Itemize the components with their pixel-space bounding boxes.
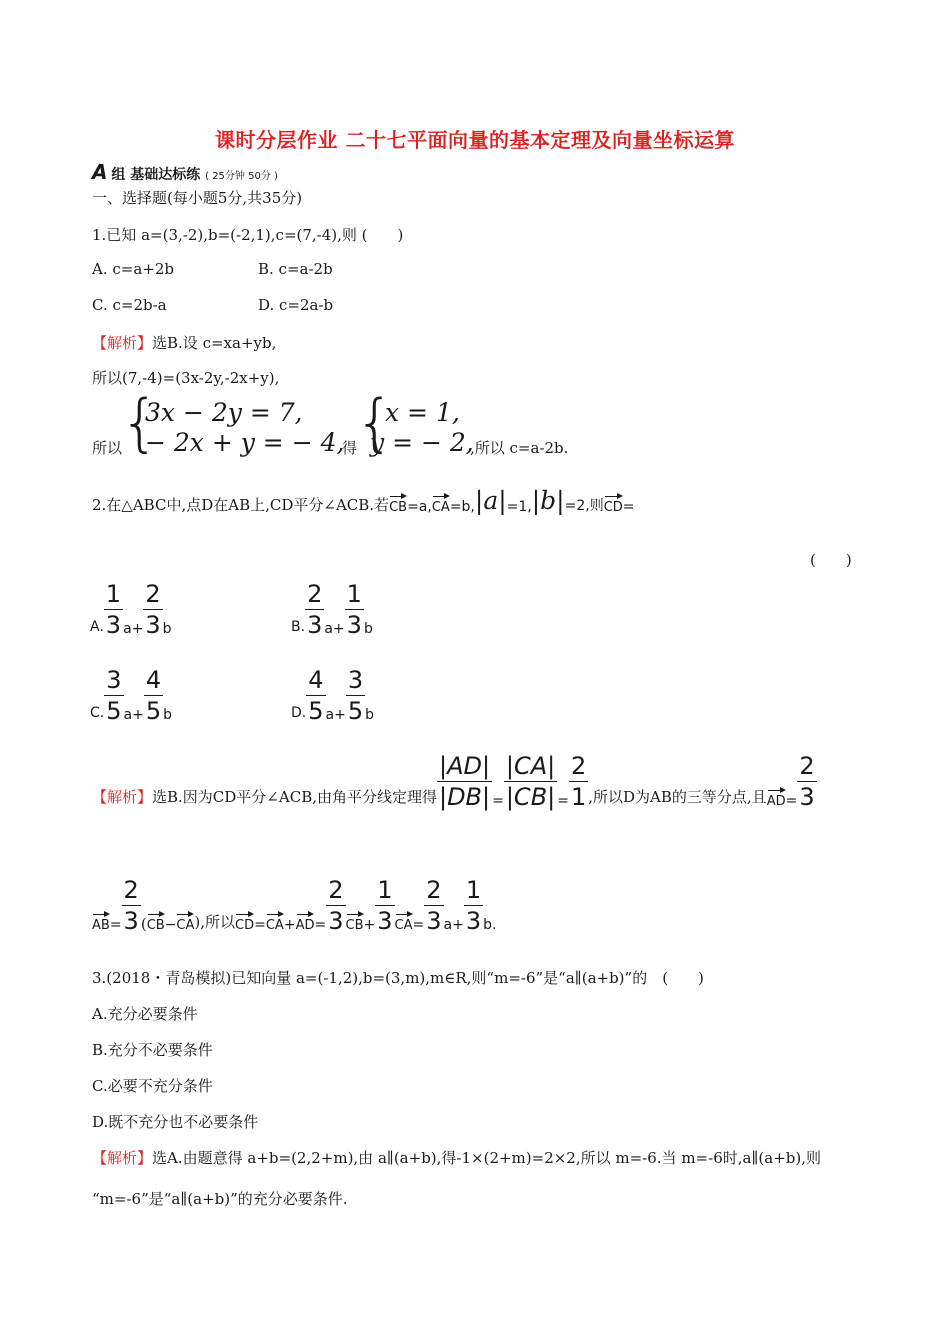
vector-b-end: b.	[483, 917, 497, 933]
paren-open: (	[140, 915, 147, 933]
fraction: $\frac{1}{3}$	[465, 876, 482, 935]
fraction: $\frac{1}{3}$	[346, 580, 362, 639]
q1-sol3-mid: 得	[342, 439, 358, 457]
q2-stem	[92, 486, 635, 515]
group-time: ( 25分钟 50分 )	[205, 171, 278, 182]
vector-ca: CA	[176, 911, 194, 933]
q2-solution-tag: 【解析】	[92, 788, 153, 806]
option-c-label: C.	[90, 705, 105, 721]
q1-option-b: B. c=a-2b	[258, 260, 333, 278]
q3-option-a: A.充分必要条件	[92, 1005, 198, 1023]
q2-option-c	[90, 668, 172, 723]
left-brace-2: {	[355, 386, 395, 459]
option-a-label: A.	[90, 619, 104, 635]
abs-a: |a|	[474, 486, 507, 515]
equals: =	[412, 917, 425, 933]
vector-ca: CA	[432, 493, 450, 515]
q3-sol1: 选A.由题意得 a+b=(2,2+m),由 a∥(a+b),得-1×(2+m)=2×2,所以 m=-6.当 m=-6时,a∥(a+b),则	[152, 1149, 821, 1167]
vector-cb: CB	[346, 911, 364, 933]
vector-cb: CB	[147, 911, 165, 933]
q1-stem: 1.已知 a=(3,-2),b=(-2,1),c=(7,-4),则 ( )	[92, 226, 404, 244]
vector-cd: CD	[604, 493, 623, 515]
fraction: $\frac{2}{1}$	[570, 752, 587, 811]
q3-option-b: B.充分不必要条件	[92, 1041, 213, 1059]
q1-sol3-post: ,所以 c=a-2b.	[470, 439, 569, 457]
equals: =	[492, 793, 504, 809]
q1-option-d: D. c=2a-b	[258, 296, 334, 314]
fraction: $\frac{|CA|}{|CB|}$	[505, 752, 556, 811]
fraction: $\frac{2}{3}$	[328, 876, 344, 935]
q3-solution-tag: 【解析】	[92, 1149, 153, 1167]
fraction: $\frac{3}{5}$	[106, 666, 122, 725]
q2-option-b	[291, 582, 373, 637]
q2-eq2: =2,则	[564, 498, 604, 514]
fraction: $\frac{4}{5}$	[145, 666, 162, 725]
q1-sol1: 选B.设 c=xa+yb,	[152, 334, 277, 352]
group-label: 组 基础达标练	[111, 167, 201, 183]
group-heading	[92, 160, 278, 184]
vector-ab: AB	[92, 911, 110, 933]
left-brace-1: {	[120, 386, 160, 459]
option-d-va: a+	[325, 707, 346, 723]
q1-eq1: 3x − 2y = 7,	[145, 398, 303, 427]
q2-stem-pre: 2.在△ABC中,点D在AB上,CD平分∠ACB.若	[92, 496, 390, 514]
abs-b: |b|	[531, 486, 565, 515]
vector-ad: AD	[296, 911, 315, 933]
option-c-vb: b	[163, 707, 172, 723]
equals: =	[557, 793, 569, 809]
vector-ca: CA	[395, 911, 413, 933]
vector-cd: CD	[235, 911, 254, 933]
vector-ad: AD	[767, 787, 786, 809]
option-a-vb: b	[162, 621, 172, 637]
fraction: $\frac{2}{3}$	[799, 752, 815, 811]
q1-option-c: C. c=2b-a	[92, 296, 167, 314]
q2-eqb: =b,	[449, 499, 475, 515]
equals: =	[314, 917, 327, 933]
vector-cb: CB	[389, 493, 407, 515]
option-b-label: B.	[291, 619, 306, 635]
q1-solution-line-2: 所以(7,-4)=(3x-2y,-2x+y),	[92, 369, 280, 387]
paren-close-text: ),所以	[194, 913, 236, 931]
q1-eq2: − 2x + y = − 4,	[145, 428, 345, 457]
fraction: $\frac{1}{3}$	[377, 876, 393, 935]
q1-option-a: A. c=a+2b	[92, 260, 174, 278]
q3-option-c: C.必要不充分条件	[92, 1077, 213, 1095]
option-d-vb: b	[365, 707, 374, 723]
q1-eq4: y = − 2,	[370, 428, 474, 457]
plus: +	[283, 917, 296, 933]
q3-solution-line-2: “m=-6”是“a∥(a+b)”的充分必要条件.	[92, 1190, 348, 1208]
vector-a-plus: a+	[443, 917, 464, 933]
group-letter: A	[92, 160, 107, 184]
q2-answer-paren: ( )	[810, 551, 852, 569]
section-heading: 一、选择题(每小题5分,共35分)	[92, 189, 303, 207]
fraction: $\frac{2}{3}$	[123, 876, 139, 935]
q2-sol-pre: 选B.因为CD平分∠ACB,由角平分线定理得	[152, 788, 437, 806]
fraction: $\frac{1}{3}$	[105, 580, 122, 639]
q2-sol-mid: ,所以D为AB的三等分点,且	[588, 788, 767, 806]
q2-solution-line-2	[92, 878, 496, 933]
option-b-va: a+	[324, 621, 345, 637]
fraction: $\frac{2}{3}$	[426, 876, 442, 935]
q3-option-d: D.既不充分也不必要条件	[92, 1113, 259, 1131]
fraction: $\frac{4}{5}$	[308, 666, 324, 725]
q1-solution-line-1	[92, 332, 276, 353]
option-a-va: a+	[123, 621, 144, 637]
vector-ca: CA	[266, 911, 284, 933]
equals: =	[254, 917, 266, 933]
fraction: $\frac{2}{3}$	[307, 580, 323, 639]
fraction: $\frac{2}{3}$	[145, 580, 161, 639]
fraction: $\frac{3}{5}$	[347, 666, 364, 725]
option-d-label: D.	[291, 705, 307, 721]
option-c-va: a+	[123, 707, 144, 723]
q2-option-d	[291, 668, 374, 723]
page-title: 课时分层作业 二十七平面向量的基本定理及向量坐标运算	[215, 128, 735, 152]
minus: −	[164, 917, 177, 933]
q1-solution-tag: 【解析】	[92, 334, 153, 352]
plus: +	[363, 917, 376, 933]
q2-eq1: =1,	[506, 499, 532, 515]
q2-solution-line-1	[92, 754, 817, 809]
equals: =	[109, 917, 122, 933]
q2-eqend: =	[622, 499, 635, 515]
option-b-vb: b	[363, 621, 373, 637]
equals: =	[785, 793, 798, 809]
q1-eq3: x = 1,	[385, 398, 460, 427]
q2-option-a	[90, 582, 172, 637]
q2-eqa: =a,	[407, 499, 432, 515]
q1-sol3-pre: 所以	[92, 439, 123, 457]
q3-stem: 3.(2018・青岛模拟)已知向量 a=(-1,2),b=(3,m),m∈R,则“m=-6”是“a∥(a+b)”的 ( )	[92, 969, 704, 987]
fraction: $\frac{|AD|}{|DB|}$	[438, 752, 491, 811]
q3-solution-line-1	[92, 1147, 821, 1168]
